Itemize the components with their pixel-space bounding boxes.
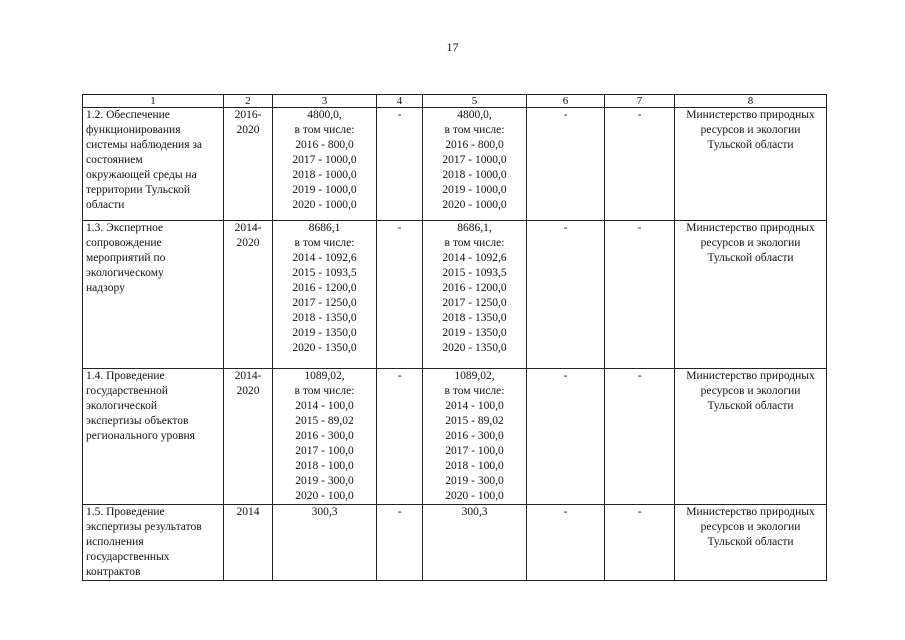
cell-line: 2019 - 1350,0 [442,327,507,339]
period-cell [224,505,273,581]
cell-line: 2020 [236,237,260,249]
cell-line: в том числе: [444,385,505,397]
column-header: 2 [224,95,273,108]
cell-line: Тульской области [707,536,794,548]
cell-line: 2017 - 1250,0 [442,297,507,309]
cell-line: 2019 - 1000,0 [442,184,507,196]
page-number: 17 [446,40,459,54]
cell-line: 4800,0, [307,109,342,121]
col7-cell: - [605,505,675,581]
cell-line: Тульской области [707,252,794,264]
column-header: 4 [377,95,423,108]
table-row [83,505,827,581]
column-header: 8 [675,95,827,108]
total-funding-cell [273,221,377,369]
cell-line: 8686,1 [308,222,341,234]
period-cell [224,369,273,505]
cell-line: 2018 - 1350,0 [292,312,357,324]
col7-cell: - [605,108,675,221]
cell-line: 2016 - 800,0 [445,139,504,151]
cell-line: 4800,0, [457,109,492,121]
cell-line: Министерство природных [686,109,815,121]
column-header: 7 [605,95,675,108]
cell-line: 2014 [236,506,260,518]
col6-cell: - [527,108,605,221]
cell-line: 1.4. Проведение [86,370,165,382]
cell-line: 2018 - 100,0 [295,460,354,472]
cell-line: 2019 - 300,0 [445,475,504,487]
cell-line: государственной [86,385,168,397]
cell-line: экспертизы объектов [86,415,189,427]
cell-line: регионального уровня [86,430,195,442]
measure-name-cell [83,221,224,369]
table-row [83,369,827,505]
cell-line: 1089,02, [304,370,345,382]
col7-cell: - [605,369,675,505]
cell-line: сопровождение [86,237,162,249]
regional-budget-cell [423,221,527,369]
cell-line: 2017 - 1000,0 [442,154,507,166]
cell-line: 2015 - 1093,5 [292,267,357,279]
cell-line: 2020 - 1000,0 [442,199,507,211]
cell-line: надзору [86,282,125,294]
measure-name-cell [83,369,224,505]
column-header: 5 [423,95,527,108]
cell-line: 2020 - 100,0 [445,490,504,502]
col6-cell: - [527,505,605,581]
cell-line: состоянием [86,154,143,166]
cell-line: в том числе: [444,124,505,136]
column-number-row [83,95,827,108]
cell-line: 1.2. Обеспечение [86,109,170,121]
cell-line: экологической [86,400,158,412]
cell-line: 2014- [234,222,262,234]
cell-line: 2016 - 1200,0 [442,282,507,294]
cell-line: в том числе: [294,385,355,397]
total-funding-cell [273,108,377,221]
cell-line: 2016 - 800,0 [295,139,354,151]
column-header: 6 [527,95,605,108]
cell-line: мероприятий по [86,252,166,264]
program-table [82,94,827,581]
regional-budget-cell [423,505,527,581]
col7-cell: - [605,221,675,369]
table-row [83,108,827,221]
cell-line: 2017 - 100,0 [295,445,354,457]
cell-line: 2016 - 300,0 [445,430,504,442]
cell-line: ресурсов и экологии [700,124,801,136]
cell-line: 2020 [236,124,260,136]
cell-line: ресурсов и экологии [700,385,801,397]
cell-line: территории Тульской [86,184,191,196]
cell-line: системы наблюдения за [86,139,203,151]
measure-name-cell [83,505,224,581]
cell-line: в том числе: [294,237,355,249]
cell-line: исполнения [86,536,144,548]
cell-line: 300,3 [311,506,338,518]
regional-budget-cell [423,369,527,505]
cell-line: Тульской области [707,139,794,151]
cell-line: в том числе: [444,237,505,249]
cell-line: 2020 - 1350,0 [442,342,507,354]
cell-line: 1089,02, [454,370,495,382]
cell-line: 2020 - 100,0 [295,490,354,502]
cell-line: 2016 - 1200,0 [292,282,357,294]
cell-line: 2018 - 1000,0 [292,169,357,181]
cell-line: 1.3. Экспертное [86,222,164,234]
cell-line: области [86,199,125,211]
cell-line: 1.5. Проведение [86,506,165,518]
executor-cell [675,108,827,221]
cell-line: 2016- [234,109,262,121]
cell-line: 2014 - 100,0 [445,400,504,412]
cell-line: 2019 - 1000,0 [292,184,357,196]
cell-line: 2014 - 1092,6 [442,252,507,264]
period-cell [224,221,273,369]
cell-line: 2018 - 100,0 [445,460,504,472]
cell-line: государственных [86,551,170,563]
column-header: 3 [273,95,377,108]
cell-line: окружающей среды на [86,169,197,181]
col4-cell: - [377,108,423,221]
cell-line: 2018 - 1000,0 [442,169,507,181]
cell-line: 2014 - 1092,6 [292,252,357,264]
cell-line: 2020 - 1350,0 [292,342,357,354]
period-cell [224,108,273,221]
executor-cell [675,505,827,581]
cell-line: 2019 - 1350,0 [292,327,357,339]
executor-cell [675,221,827,369]
executor-cell [675,369,827,505]
cell-line: контрактов [86,566,141,578]
cell-line: 2020 [236,385,260,397]
cell-line: Министерство природных [686,222,815,234]
cell-line: 2017 - 1250,0 [292,297,357,309]
cell-line: 2016 - 300,0 [295,430,354,442]
col4-cell: - [377,221,423,369]
cell-line: 2020 - 1000,0 [292,199,357,211]
cell-line: 2017 - 1000,0 [292,154,357,166]
cell-line: Тульской области [707,400,794,412]
cell-line: 2015 - 89,02 [295,415,354,427]
column-header: 1 [83,95,224,108]
cell-line: 2018 - 1350,0 [442,312,507,324]
col6-cell: - [527,221,605,369]
cell-line: 2019 - 300,0 [295,475,354,487]
col6-cell: - [527,369,605,505]
cell-line: 2015 - 1093,5 [442,267,507,279]
cell-line: Министерство природных [686,506,815,518]
cell-line: экспертизы результатов [86,521,202,533]
table-row [83,221,827,369]
cell-line: экологическому [86,267,164,279]
cell-line: 8686,1, [457,222,492,234]
total-funding-cell [273,369,377,505]
col4-cell: - [377,505,423,581]
cell-line: 2014- [234,370,262,382]
cell-line: 2015 - 89,02 [445,415,504,427]
regional-budget-cell [423,108,527,221]
col4-cell: - [377,369,423,505]
cell-line: в том числе: [294,124,355,136]
measure-name-cell [83,108,224,221]
cell-line: ресурсов и экологии [700,237,801,249]
cell-line: функционирования [86,124,181,136]
cell-line: 2014 - 100,0 [295,400,354,412]
total-funding-cell [273,505,377,581]
cell-line: 300,3 [461,506,488,518]
cell-line: Министерство природных [686,370,815,382]
cell-line: 2017 - 100,0 [445,445,504,457]
cell-line: ресурсов и экологии [700,521,801,533]
